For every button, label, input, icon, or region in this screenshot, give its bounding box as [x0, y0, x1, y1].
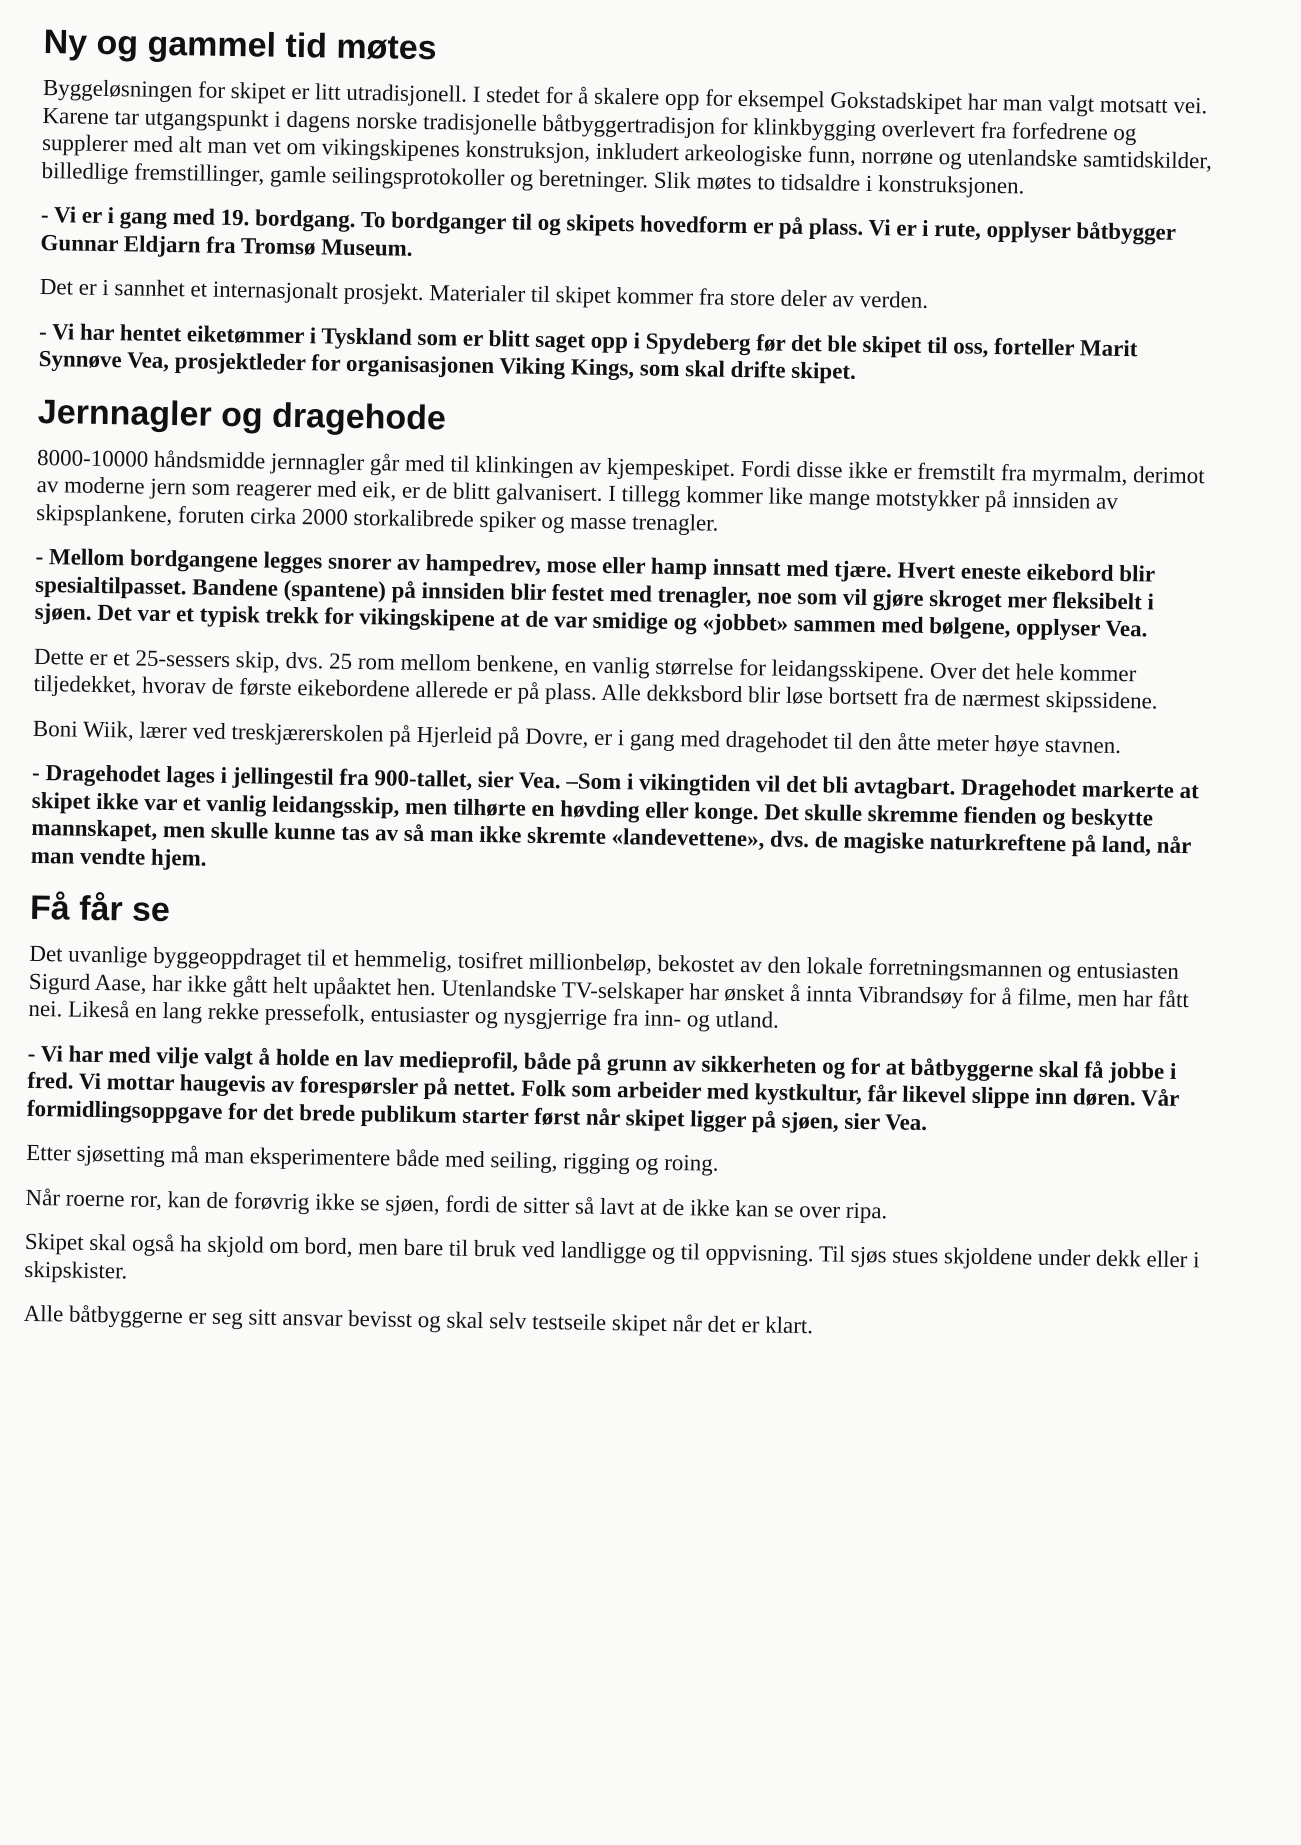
section-jernnagler-og-dragehode	[31, 389, 1218, 887]
body-paragraph: Når roerne ror, kan de forøvrig ikke se sjøen, fordi de sitter så lavt at de ikke kan se over ripa.	[25, 1184, 888, 1223]
section-heading: Få får se	[29, 888, 171, 930]
quote-paragraph: - Vi har hentet eiketømmer i Tyskland som er blitt saget opp i Spydeberg før det ble skipet til oss, forteller Marit Synnøve Vea, prosjektleder for organisasjonen Viking Kings, som skal drifte skipet.	[38, 318, 1138, 384]
body-paragraph: Byggeløsningen for skipet er litt utradisjonell. I stedet for å skalere opp for eksempel Gokstadskipet har man valgt motsatt vei. Karene tar utgangspunkt i dagens norske tradisjonelle båtbyggertradisjon for klinkbygging overlevert fra forfedrene og supplerer med alt man vet om vikingskipenes konstruksjon, inkludert arkeologiske funn, norrøne og utenlandske samtidskilder, billedlige fremstillinger, gamle seilingsprotokoller og beretninger. Slik møtes to tidsaldre i konstruksjonen.	[41, 74, 1213, 198]
body-paragraph: Det er i sannhet et internasjonalt prosjekt. Materialer til skipet kommer fra store deler av verden.	[39, 273, 929, 313]
body-paragraph: Alle båtbyggerne er seg sitt ansvar bevisst og skal selv testseile skipet når det er klart.	[23, 1300, 814, 1339]
quote-paragraph: - Mellom bordgangene legges snorer av hampedrev, mose eller hamp innsatt med tjære. Hvert eneste eikebord blir spesialtilpasset. Bandene (spantene) på innsiden blir festet med trenagler, noe som vil gjøre skroget mer fleksibelt i sjøen. Det var et typisk trekk for vikingskipene at de var smidige og «jobbet» sammen med bølgene, opplyser Vea.	[34, 543, 1155, 642]
section-heading: Jernnagler og dragehode	[37, 392, 447, 437]
section-heading: Ny og gammel tid møtes	[43, 22, 437, 68]
body-paragraph: Det uvanlige byggeoppdraget til et hemmelig, tosifret millionbeløp, bekostet av den lokale forretningsmannen og entusiasten Sigurd Aase, har ikke gått helt upåaktet hen. Utenlandske TV-selskaper har ønsket å innta Vibrandsøy for å filme, men har fått nei. Likeså en lang rekke pressefolk, entusiaster og nysgjerrige fra inn- og utland.	[28, 940, 1189, 1033]
article-body	[23, 20, 1224, 1363]
body-paragraph: Skipet skal også ha skjold om bord, men bare til bruk ved landligge og til oppvisning. Til sjøs stues skjoldene under dekk eller i skipskister.	[24, 1228, 1200, 1283]
section-faa-faar-se	[23, 886, 1210, 1346]
quote-paragraph: - Dragehodet lages i jellingestil fra 900-tallet, sier Vea. –Som i vikingtiden vil det bli avtagbart. Dragehodet markerte at skipet ikke var et vanlig leidangsskip, men tilhørte en høvding eller konge. Det skulle skremme fienden og beskytte mannskapet, men skulle kunne tas av så man ikke skremte «landevettene», dvs. de magiske naturkreftene på land, når man vendte hjem.	[30, 759, 1199, 871]
quote-paragraph: - Vi er i gang med 19. bordgang. To bordganger til og skipets hovedform er på plass. Vi er i rute, opplyser båtbygger Gunnar Eldjarn fra Tromsø Museum.	[40, 201, 1176, 261]
body-paragraph: Etter sjøsetting må man eksperimentere både med seiling, rigging og roing.	[26, 1139, 719, 1176]
body-paragraph: Dette er et 25-sessers skip, dvs. 25 rom mellom benkene, en vanlig størrelse for leidangsskipene. Over det hele kommer tiljedekket, hvorav de første eikebordene allerede er på plass. Alle dekksbord blir løse bortsett fra de nærmest skipssidene.	[33, 643, 1158, 714]
body-paragraph: Boni Wiik, lærer ved treskjærerskolen på Hjerleid på Dovre, er i gang med dragehodet til den åtte meter høye stavnen.	[32, 715, 1122, 758]
section-ny-og-gammel-tid	[38, 20, 1223, 391]
body-paragraph: 8000-10000 håndsmidde jernnagler går med til klinkingen av kjempeskipet. Fordi disse ikke er fremstilt fra myrmalm, derimot av moderne jern som reagerer med eik, er de blitt galvanisert. I tillegg kommer like mange motstykker på innsiden av skipsplankene, foruten cirka 2000 storkalibrede spiker og masse trenagler.	[36, 444, 1205, 536]
quote-paragraph: - Vi har med vilje valgt å holde en lav medieprofil, både på grunn av sikkerheten og for at båtbyggerne skal få jobbe i fred. Vi mottar haugevis av forespørsler på nettet. Folk som arbeider med kystkultur, får likevel slippe inn døren. Vår formidlingsoppgave for det brede publikum starter først når skipet ligger på sjøen, sier Vea.	[26, 1040, 1180, 1135]
